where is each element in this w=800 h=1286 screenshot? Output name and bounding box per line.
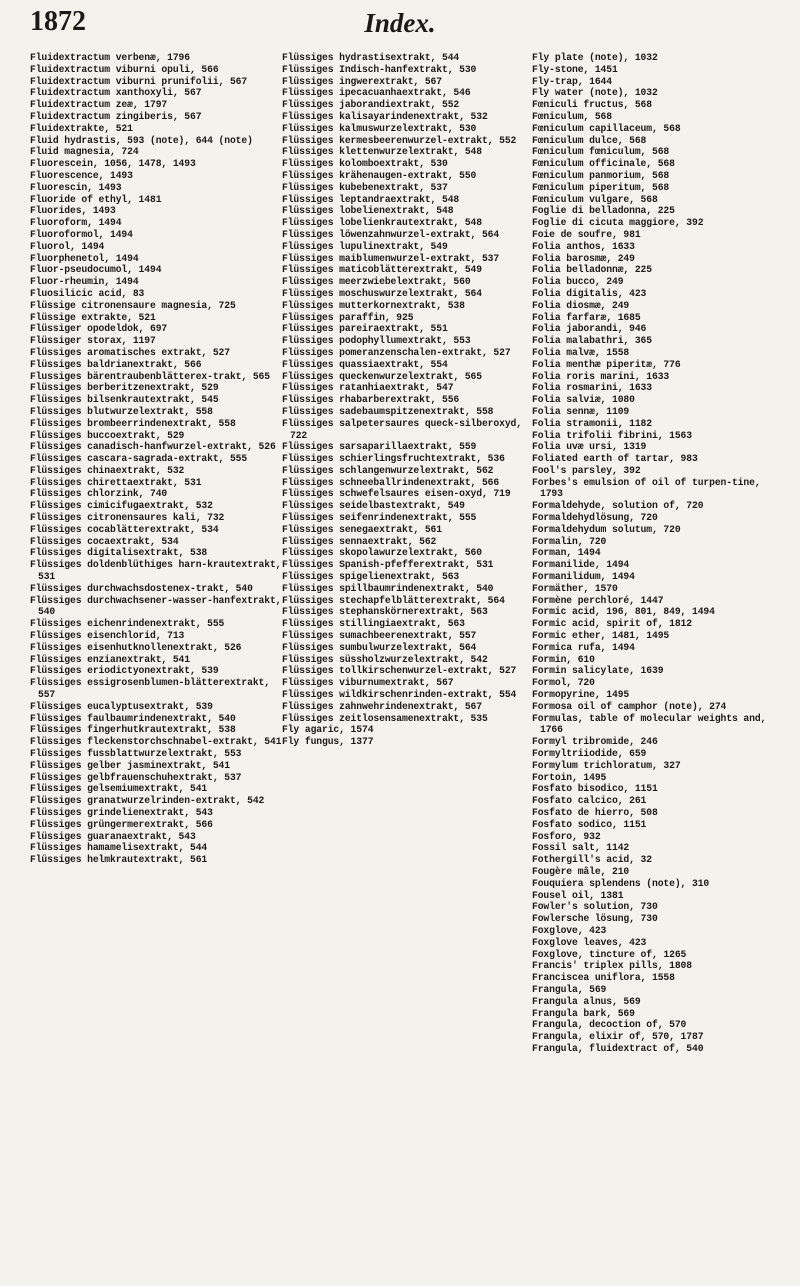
index-entry: Fœniculum capillaceum, 568 (532, 122, 681, 134)
index-entry: Forman, 1494 (532, 547, 601, 559)
index-entry: Formin salicylate, 1639 (532, 665, 664, 677)
index-entry: Flüssiges stephanskörnerextrakt, 563 (282, 606, 488, 618)
index-entry: Fluid magnesia, 724 (30, 146, 139, 158)
index-entry: Fluosilicic acid, 83 (30, 287, 145, 299)
index-entry: Flüssiges sennaextrakt, 562 (282, 535, 437, 547)
index-entry: Flüssiges lupulinextrakt, 549 (282, 240, 448, 252)
index-entry: Fly fungus, 1377 (282, 736, 374, 748)
index-entry: Fluoride of ethyl, 1481 (30, 193, 162, 205)
index-entry: Fly water (note), 1032 (532, 87, 658, 99)
index-entry: Fly-trap, 1644 (532, 75, 612, 87)
index-entry: Flüssiges stechapfelblätterextrakt, 564 (282, 594, 505, 606)
index-entry: Flüssiges queckenwurzelextrakt, 565 (282, 370, 482, 382)
index-entry: Flüssiges stillingiaextrakt, 563 (282, 618, 465, 630)
running-head: Index. (364, 8, 436, 38)
index-entry: Flüssiges durchwachsener-wasser-hanfextrakt, 540 (30, 594, 282, 618)
index-entry: Flüssiges Indisch-hanfextrakt, 530 (282, 63, 477, 75)
index-entry: Folia jaborandi, 946 (532, 323, 647, 335)
index-entry: Flüssiges hamamelisextrakt, 544 (30, 842, 208, 854)
index-entry: Formaldehydlösung, 720 (532, 512, 658, 524)
index-entry: Fœniculi fructus, 568 (532, 99, 652, 111)
index-entry: Fosfato sodico, 1151 (532, 818, 647, 830)
index-entry: Fluorides, 1493 (30, 205, 116, 217)
index-entry: Flüssiges doldenblüthiges harn-krautextrakt, 531 (30, 559, 282, 583)
index-entry: Fœniculum officinale, 568 (532, 158, 675, 170)
index-entry: Flüssiges gelbfrauenschuhextrakt, 537 (30, 771, 242, 783)
index-entry: Flüssiges faulbaumrindenextrakt, 540 (30, 712, 236, 724)
index-entry: Flüssiges maticoblätterextrakt, 549 (282, 264, 482, 276)
index-entry: Fowler's solution, 730 (532, 901, 658, 913)
index-entry: Flüssiges gelber jasminextrakt, 541 (30, 759, 230, 771)
index-entry: Formanilide, 1494 (532, 559, 630, 571)
index-entry: Folia malabathri, 365 (532, 335, 652, 347)
index-entry: Flüssige citronensaure magnesia, 725 (30, 299, 236, 311)
index-entry: Fosfato bisodico, 1151 (532, 783, 658, 795)
index-entry: Flüssiges cimicifugaextrakt, 532 (30, 500, 213, 512)
index-entry: Formin, 610 (532, 653, 595, 665)
index-entry: Flüssiges spillbaumrindenextrakt, 540 (282, 582, 494, 594)
index-entry: Folia sennæ, 1109 (532, 405, 630, 417)
index-entry: Folia menthæ piperitæ, 776 (532, 358, 681, 370)
index-entry: Flüssiges guaranaextrakt, 543 (30, 830, 196, 842)
index-entry: Flüssiges grüngermerextrakt, 566 (30, 818, 213, 830)
index-entry: Formopyrine, 1495 (532, 689, 630, 701)
index-entry: Folia rosmarini, 1633 (532, 382, 652, 394)
index-entry: Fluidextractum verbenæ, 1796 (30, 52, 190, 63)
index-entry: Fluidextractum zeæ, 1797 (30, 99, 168, 111)
index-entry: Fluidextractum viburni prunifolii, 567 (30, 75, 248, 87)
index-entry: Flüssiges eichenrindenextrakt, 555 (30, 618, 225, 630)
index-entry: Fosfato calcico, 261 (532, 795, 647, 807)
index-entry: Flüssiges senegaextrakt, 561 (282, 523, 442, 535)
index-entry: Flüssiges seifenrindenextrakt, 555 (282, 512, 477, 524)
index-entry: Flüssiges kalmuswurzelextrakt, 530 (282, 122, 477, 134)
index-entry: Frangula bark, 569 (532, 1007, 635, 1019)
index-entry: Fluidextractum viburni opuli, 566 (30, 63, 219, 75)
index-entry: Flüssiges podophyllumextrakt, 553 (282, 335, 471, 347)
index-entry: Formylum trichloratum, 327 (532, 759, 681, 771)
index-entry: Flüssiges sadebaumspitzenextrakt, 558 (282, 405, 494, 417)
index-entry: Flüssiges fingerhutkrautextrakt, 538 (30, 724, 236, 736)
index-entry: Flüssiges leptandraextrakt, 548 (282, 193, 460, 205)
index-entry: Foxglove, 423 (532, 924, 607, 936)
index-entry: Foliated earth of tartar, 983 (532, 453, 698, 465)
index-entry: Flüssiges pomeranzenschalen-extrakt, 527 (282, 346, 511, 358)
index-entry: Fluidextractum xanthoxyli, 567 (30, 87, 202, 99)
index-entry: Formic acid, spirit of, 1812 (532, 618, 692, 630)
index-entry: Flüssiges wildkirschenrinden-extrakt, 554 (282, 689, 517, 701)
index-entry: Fossil salt, 1142 (532, 842, 630, 854)
index-entry: Foxglove, tincture of, 1265 (532, 948, 687, 960)
index-entry: Flüssiges sumbulwurzelextrakt, 564 (282, 641, 477, 653)
index-entry: Forbes's emulsion of oil of turpen-tine, 1793 (532, 476, 761, 500)
index-entry: Fousel oil, 1381 (532, 889, 624, 901)
index-entry: Flüssiges pareiraextrakt, 551 (282, 323, 448, 335)
index-entry: Flüssiges chirettaextrakt, 531 (30, 476, 202, 488)
index-entry: Flüssiges schwefelsaures eisen-oxyd, 719 (282, 488, 511, 500)
index-entry: Flüssiges buccoextrakt, 529 (30, 429, 185, 441)
index-entry: Flüssiges seidelbastextrakt, 549 (282, 500, 465, 512)
page-number: 1872 (30, 6, 86, 37)
index-entry: Fluidextractum zingiberis, 567 (30, 110, 202, 122)
index-entry: Fœniculum piperitum, 568 (532, 181, 670, 193)
index-entry: Formic ether, 1481, 1495 (532, 630, 670, 642)
index-entry: Flüssiges blutwurzelextrakt, 558 (30, 405, 213, 417)
index-entry: Folia belladonnæ, 225 (532, 264, 652, 276)
index-entry: Foglie di belladonna, 225 (532, 205, 675, 217)
index-entry: Flüssiges löwenzahnwurzel-extrakt, 564 (282, 228, 500, 240)
index-entry: Flüssiges enzianextrakt, 541 (30, 653, 190, 665)
index-entry: Folia roris marini, 1633 (532, 370, 670, 382)
index-entry: Flüssiges lobelienextrakt, 548 (282, 205, 454, 217)
index-entry: Fœniculum panmorium, 568 (532, 169, 670, 181)
index-entry: Fluorphenetol, 1494 (30, 252, 139, 264)
index-entry: Flüssiges bilsenkrautextrakt, 545 (30, 394, 219, 406)
index-entry: Flüssiges maiblumenwurzel-extrakt, 537 (282, 252, 500, 264)
index-entry: Frangula, fluidextract of, 540 (532, 1042, 704, 1054)
index-entry: Flüssiges schierlingsfruchtextrakt, 536 (282, 453, 505, 465)
index-entry: Formène perchloré, 1447 (532, 594, 664, 606)
index-entry: Flüssiges durchwachsdostenex-trakt, 540 (30, 582, 253, 594)
index-entry: Flüssiges cascara-sagrada-extrakt, 555 (30, 453, 248, 465)
index-entry: Flüssiges fleckenstorchschnabel-extrakt, 541 (30, 736, 282, 748)
index-entry: Flüssiges chinaextrakt, 532 (30, 464, 185, 476)
index-entry: Formäther, 1570 (532, 582, 618, 594)
index-entry: Formaldehydum solutum, 720 (532, 523, 681, 535)
index-entry: Flüssiges brombeerrindenextrakt, 558 (30, 417, 236, 429)
index-entry: Folia anthos, 1633 (532, 240, 635, 252)
index-entry: Fluorescence, 1493 (30, 169, 133, 181)
index-entry: Fœniculum vulgare, 568 (532, 193, 658, 205)
index-entry: Flüssiges Spanish-pfefferextrakt, 531 (282, 559, 494, 571)
index-entry: Fosfato de hierro, 508 (532, 807, 658, 818)
index-entry: Flüssiges schneeballrindenextrakt, 566 (282, 476, 500, 488)
index-entry: Flüssiges cocaextrakt, 534 (30, 535, 179, 547)
index-entry: Fouquiera splendens (note), 310 (532, 877, 710, 889)
index-entry: Flüssiges krähenaugen-extrakt, 550 (282, 169, 477, 181)
index-entry: Flüssiges süssholzwurzelextrakt, 542 (282, 653, 488, 665)
index-entry: Fluor-rheumin, 1494 (30, 276, 139, 288)
index-entry: Fluid hydrastis, 593 (note), 644 (note) (30, 134, 253, 146)
index-entry: Flüssiges kermesbeerenwurzel-extrakt, 552 (282, 134, 517, 146)
index-entry: Flüssiges granatwurzelrinden-extrakt, 542 (30, 795, 265, 807)
index-entry: Frangula, 569 (532, 983, 607, 995)
index-entry: Folia uvæ ursi, 1319 (532, 441, 647, 453)
index-entry: Flüssiges gelsemiumextrakt, 541 (30, 783, 208, 795)
index-entry: Fluoroform, 1494 (30, 217, 122, 229)
index-entry: Flüssiges eisenchlorid, 713 (30, 630, 185, 642)
index-entry: Flüssiges canadisch-hanfwurzel-extrakt, 526 (30, 441, 276, 453)
index-entry: Flüssiges aromatisches extrakt, 527 (30, 346, 230, 358)
index-entry: Flussiges bärentraubenblätterex-trakt, 565 (30, 370, 270, 382)
index-entry: Fly agaric, 1574 (282, 724, 374, 736)
index-entry: Flüssiges quassiaextrakt, 554 (282, 358, 448, 370)
index-entry: Fluoroformol, 1494 (30, 228, 133, 240)
index-entry: Frangula alnus, 569 (532, 995, 641, 1007)
index-entry: Folia malvæ, 1558 (532, 346, 630, 358)
index-entry: Flüssiges salpetersaures queck-silberoxyd, 722 (282, 417, 522, 441)
index-entry: Formosa oil of camphor (note), 274 (532, 700, 727, 712)
index-column-2 (282, 52, 532, 1277)
index-entry: Fluorescin, 1493 (30, 181, 122, 193)
index-entry: Flüssiges eriodictyonextrakt, 539 (30, 665, 219, 677)
index-entry: Fœniculum dulce, 568 (532, 134, 647, 146)
index-entry: Formaldehyde, solution of, 720 (532, 500, 704, 512)
index-entry: Flüssiges mutterkornextrakt, 538 (282, 299, 465, 311)
index-columns (30, 52, 782, 1277)
index-entry: Folia trifolii fibrini, 1563 (532, 429, 692, 441)
index-entry: Flüssiges hydrastisextrakt, 544 (282, 52, 460, 63)
index-entry: Foglie di cicuta maggiore, 392 (532, 217, 704, 229)
index-entry: Flüssiges citronensaures kali, 732 (30, 512, 225, 524)
index-entry: Fluorol, 1494 (30, 240, 105, 252)
index-entry: Flüssiges zahnwehrindenextrakt, 567 (282, 700, 482, 712)
index-entry: Flüssiges kubebenextrakt, 537 (282, 181, 448, 193)
index-entry: Fool's parsley, 392 (532, 464, 641, 476)
index-entry: Formalin, 720 (532, 535, 607, 547)
index-entry: Fly-stone, 1451 (532, 63, 618, 75)
index-entry: Flüssige extrakte, 521 (30, 311, 156, 323)
index-entry: Francis' triplex pills, 1808 (532, 960, 692, 972)
index-entry: Flüssiges essigrosenblumen-blätterextrakt, 557 (30, 677, 270, 701)
index-entry: Flüssiges ratanhiaextrakt, 547 (282, 382, 454, 394)
index-entry: Folia farfaræ, 1685 (532, 311, 641, 323)
index-entry: Folia digitalis, 423 (532, 287, 647, 299)
index-entry: Formulas, table of molecular weights and, 1766 (532, 712, 767, 736)
index-entry: Fougère mâle, 210 (532, 865, 630, 877)
index-entry: Flüssiges chlorzink, 740 (30, 488, 168, 500)
index-entry: Folia diosmæ, 249 (532, 299, 630, 311)
index-entry: Flüssiges sumachbeerenextrakt, 557 (282, 630, 477, 642)
index-entry: Fœniculum fœniculum, 568 (532, 146, 670, 158)
index-entry: Folia barosmæ, 249 (532, 252, 635, 264)
index-entry: Folia stramonii, 1182 (532, 417, 652, 429)
index-entry: Fœniculum, 568 (532, 110, 612, 122)
index-entry: Flüssiger opodeldok, 697 (30, 323, 168, 335)
index-entry: Flüssiges sarsaparillaextrakt, 559 (282, 441, 477, 453)
index-entry: Franciscea uniflora, 1558 (532, 972, 675, 984)
index-entry: Flüssiges viburnumextrakt, 567 (282, 677, 454, 689)
index-entry: Fluorescein, 1056, 1478, 1493 (30, 158, 196, 170)
index-entry: Flüssiges meerzwiebelextrakt, 560 (282, 276, 471, 288)
index-entry: Flüssiges jaborandiextrakt, 552 (282, 99, 460, 111)
index-entry: Formanilidum, 1494 (532, 571, 635, 583)
index-entry: Formyl tribromide, 246 (532, 736, 658, 748)
index-entry: Fly plate (note), 1032 (532, 52, 658, 63)
index-entry: Folia salviæ, 1080 (532, 394, 635, 406)
index-entry: Formyltriiodide, 659 (532, 748, 647, 760)
index-entry: Flüssiges lobelienkrautextrakt, 548 (282, 217, 482, 229)
index-entry: Flüssiges klettenwurzelextrakt, 548 (282, 146, 482, 158)
index-entry: Flüssiges eucalyptusextrakt, 539 (30, 700, 213, 712)
index-entry: Flüssiges rhabarberextrakt, 556 (282, 394, 460, 406)
index-entry: Flüssiger storax, 1197 (30, 335, 156, 347)
index-entry: Folia bucco, 249 (532, 276, 624, 288)
index-entry: Flüssiges moschuswurzelextrakt, 564 (282, 287, 482, 299)
index-entry: Flüssiges tollkirschenwurzel-extrakt, 527 (282, 665, 517, 677)
index-entry: Frangula, decoction of, 570 (532, 1019, 687, 1031)
index-entry: Fortoin, 1495 (532, 771, 607, 783)
index-entry: Formol, 720 (532, 677, 595, 689)
index-entry: Fothergill's acid, 32 (532, 854, 652, 866)
index-entry: Flüssiges paraffin, 925 (282, 311, 414, 323)
index-column-1 (30, 52, 282, 1277)
index-entry: Flüssiges baldrianextrakt, 566 (30, 358, 202, 370)
index-entry: Flüssiges zeitlosensamenextrakt, 535 (282, 712, 488, 724)
index-entry: Formic acid, 196, 801, 849, 1494 (532, 606, 715, 618)
index-entry: Flüssiges ipecacuanhaextrakt, 546 (282, 87, 471, 99)
index-entry: Flüssiges helmkrautextrakt, 561 (30, 854, 208, 866)
index-entry: Flüssiges berberitzenextrakt, 529 (30, 382, 219, 394)
index-entry: Flüssiges digitalisextrakt, 538 (30, 547, 208, 559)
index-entry: Frangula, elixir of, 570, 1787 (532, 1031, 704, 1043)
index-entry: Flüssiges ingwerextrakt, 567 (282, 75, 442, 87)
index-entry: Flüssiges schlangenwurzelextrakt, 562 (282, 464, 494, 476)
index-entry: Flüssiges skopolawurzelextrakt, 560 (282, 547, 482, 559)
index-entry: Flüssiges grindelienextrakt, 543 (30, 807, 213, 818)
index-column-3 (532, 52, 782, 1277)
index-entry: Foie de soufre, 981 (532, 228, 641, 240)
index-entry: Fowlersche lösung, 730 (532, 913, 658, 925)
index-entry: Flüssiges fussblattwurzelextrakt, 553 (30, 748, 242, 760)
index-entry: Flüssiges eisenhutknollenextrakt, 526 (30, 641, 242, 653)
index-entry: Flüssiges kolomboextrakt, 530 (282, 158, 448, 170)
page-header (30, 6, 770, 42)
index-entry: Flüssiges cocablätterextrakt, 534 (30, 523, 219, 535)
index-entry: Foxglove leaves, 423 (532, 936, 647, 948)
index-entry: Flüssiges kalisayarindenextrakt, 532 (282, 110, 488, 122)
index-entry: Fluor-pseudocumol, 1494 (30, 264, 162, 276)
index-entry: Flüssiges spigelienextrakt, 563 (282, 571, 460, 583)
index-entry: Formica rufa, 1494 (532, 641, 635, 653)
index-entry: Fluidextrakte, 521 (30, 122, 133, 134)
index-entry: Fosforo, 932 (532, 830, 601, 842)
